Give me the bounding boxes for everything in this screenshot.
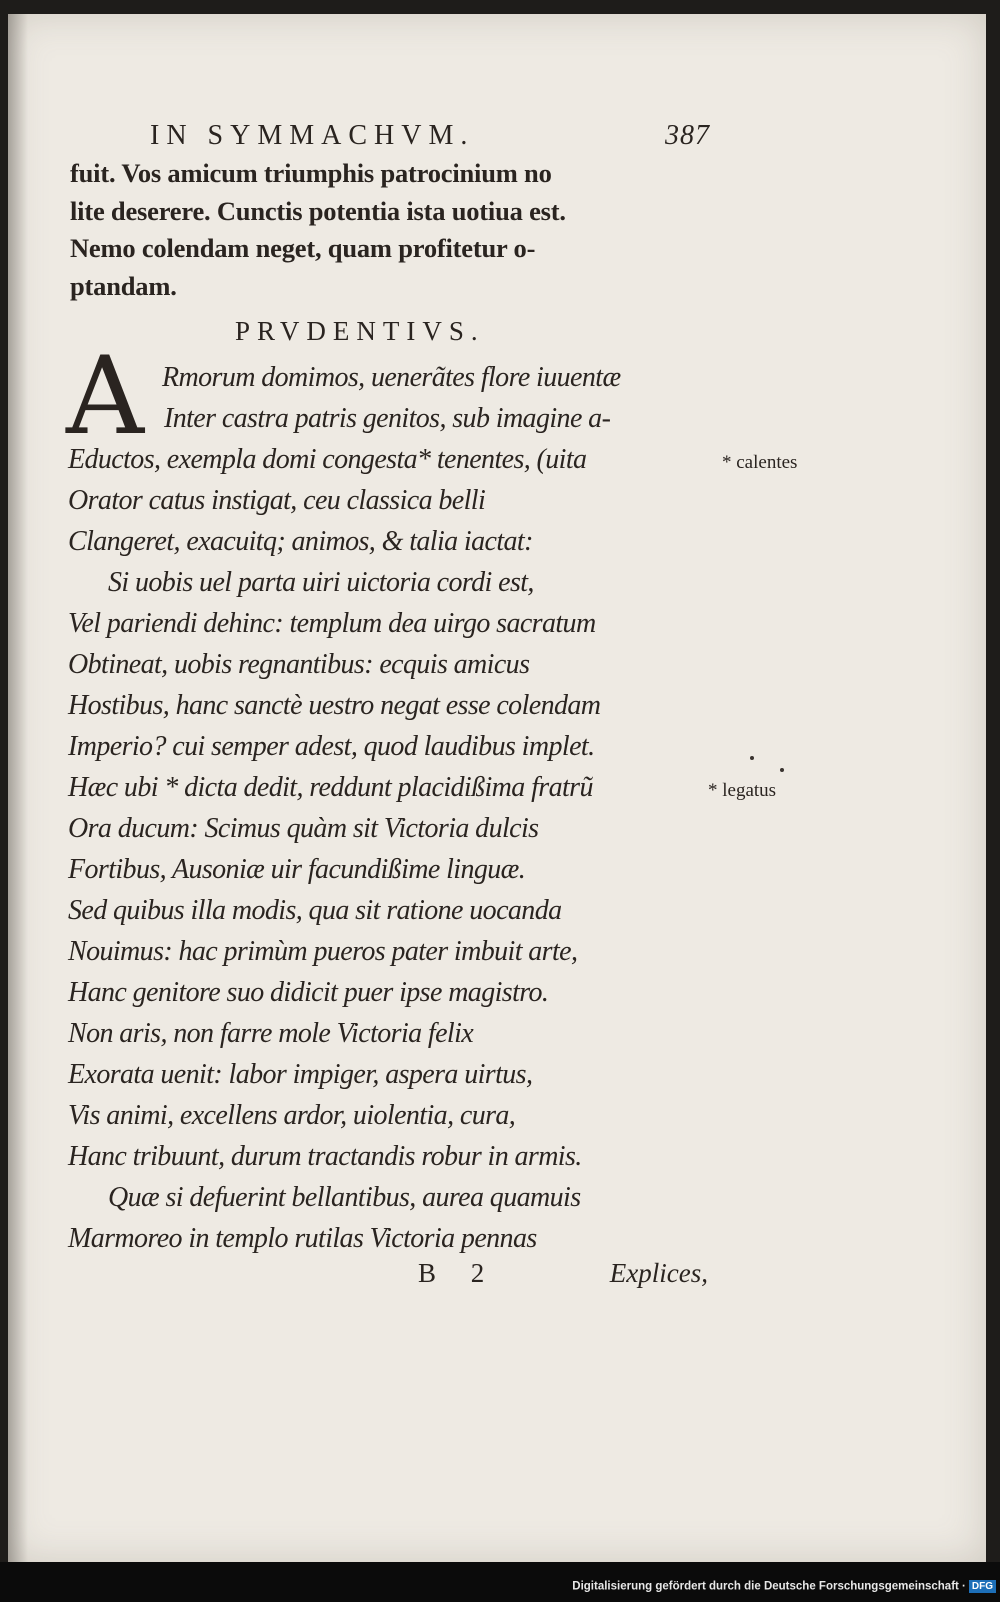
prose-line: fuit. Vos amicum triumphis patrocinium no bbox=[70, 158, 552, 188]
verse-line: Exorata uenit: labor impiger, aspera uirtus, bbox=[68, 1059, 533, 1090]
running-head-title: IN SYMMACHVM. bbox=[150, 120, 475, 151]
catchline bbox=[418, 1258, 708, 1298]
prose-line: Nemo colendam neget, quam profitetur o- bbox=[70, 233, 536, 263]
funding-credit bbox=[572, 1580, 996, 1593]
prose-paragraph bbox=[70, 155, 710, 305]
section-heading: PRVDENTIVS. bbox=[235, 316, 485, 346]
funding-credit-text: Digitalisierung gefördert durch die Deutsche Forschungsgemeinschaft · bbox=[572, 1580, 966, 1593]
prose-line: lite deserere. Cunctis potentia ista uotiua est. bbox=[70, 195, 566, 226]
verse-line: Eductos, exempla domi congesta* tenentes, (uita bbox=[68, 444, 587, 475]
verse-line: Hæc ubi * dicta dedit, reddunt placidißima fratrũ bbox=[68, 772, 593, 803]
verse-line: Nouimus: hac primùm pueros pater imbuit arte, bbox=[68, 936, 578, 967]
verse-line: Fortibus, Ausoniæ uir facundißime linguæ. bbox=[68, 854, 526, 885]
verse-line: Sed quibus illa modis, qua sit ratione uocanda bbox=[68, 895, 562, 926]
verse-line: Ora ducum: Scimus quàm sit Victoria dulcis bbox=[68, 813, 539, 844]
ink-speck bbox=[780, 768, 784, 772]
verse-line: Marmoreo in templo rutilas Victoria pennas bbox=[68, 1223, 537, 1254]
verse-line: Vis animi, excellens ardor, uiolentia, cura, bbox=[68, 1100, 516, 1131]
footer-bar bbox=[0, 1562, 1000, 1602]
verse-line: Obtineat, uobis regnantibus: ecquis amicus bbox=[68, 649, 530, 680]
verse-line: Si uobis uel parta uiri uictoria cordi est, bbox=[108, 567, 534, 598]
verse-line: Hostibus, hanc sanctè uestro negat esse colendam bbox=[68, 690, 601, 721]
page-number: 387 bbox=[665, 120, 710, 151]
dfg-logo: DFG bbox=[969, 1580, 996, 1593]
drop-cap: A bbox=[66, 334, 144, 459]
gutter-shadow bbox=[8, 14, 28, 1562]
verse-block bbox=[68, 357, 728, 1259]
catchword: Explices, bbox=[609, 1258, 708, 1288]
verse-line: Imperio? cui semper adest, quod laudibus implet. bbox=[68, 731, 595, 762]
marginal-note-legatus: * legatus bbox=[708, 780, 777, 801]
signature-mark: B 2 bbox=[418, 1258, 499, 1288]
verse-line: Clangeret, exacuitq; animos, & talia iactat: bbox=[68, 526, 533, 557]
verse-line: Inter castra patris genitos, sub imagine a- bbox=[164, 403, 611, 434]
verse-line: Orator catus instigat, ceu classica belli bbox=[68, 485, 486, 516]
verse-line: Hanc genitore suo didicit puer ipse magistro. bbox=[68, 977, 549, 1008]
ink-speck bbox=[750, 756, 754, 760]
verse-line: Vel pariendi dehinc: templum dea uirgo sacratum bbox=[68, 608, 596, 639]
verse-line: Hanc tribuunt, durum tractandis robur in armis. bbox=[68, 1141, 582, 1172]
marginal-note-calentes: * calentes bbox=[722, 452, 798, 473]
running-head bbox=[150, 120, 710, 156]
verse-line: Quæ si defuerint bellantibus, aurea quamuis bbox=[108, 1182, 581, 1213]
prose-line: ptandam. bbox=[70, 270, 177, 301]
verse-line: Non aris, non farre mole Victoria felix bbox=[68, 1018, 474, 1049]
verse-line: Rmorum domimos, uenerãtes flore iuuentæ bbox=[162, 362, 621, 393]
